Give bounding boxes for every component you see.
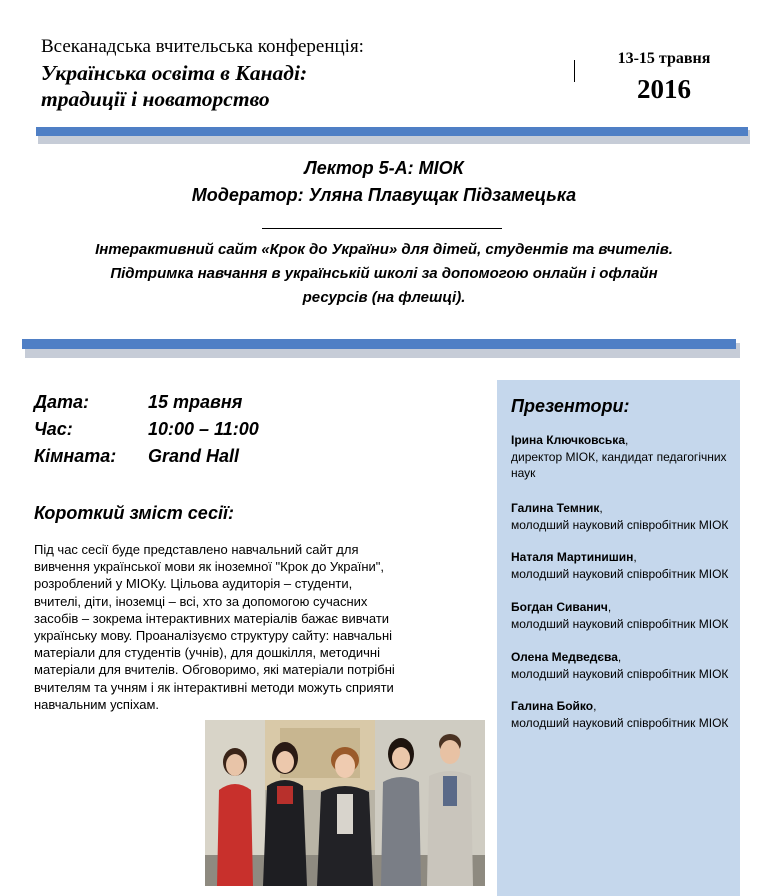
presenter-role: молодший науковий співробітник МІОК <box>511 715 729 730</box>
presenter-role: молодший науковий співробітник МІОК <box>511 616 729 631</box>
presenter-role: молодший науковий співробітник МІОК <box>511 566 729 581</box>
summary-heading: Короткий зміст сесії: <box>34 503 235 523</box>
second-band <box>22 339 736 349</box>
top-band <box>36 127 748 136</box>
presenter-item: Наталя Мартинишин, молодший науковий співробітник МІОК <box>511 550 729 581</box>
presenter-role: молодший науковий співробітник МІОК <box>511 666 729 681</box>
presenter-role: молодший науковий співробітник МІОК <box>511 517 729 532</box>
presenter-name: Олена Медведєва <box>511 650 618 664</box>
presenter-item: Олена Медведєва, молодший науковий співробітник МІОК <box>511 650 729 681</box>
presenter-item: Богдан Сиванич, молодший науковий співробітник МІОК <box>511 600 729 631</box>
time-label: Час: <box>34 419 73 439</box>
desc-line-3: ресурсів (на флешці). <box>302 289 466 306</box>
subtitle-line-1: Українська освіта в Канаді: <box>41 61 308 85</box>
header-divider <box>574 60 575 82</box>
desc-line-1: Інтерактивний сайт «Крок до України» для дітей, студентів та вчителів. <box>95 241 673 258</box>
presenter-item: Галина Бойко, молодший науковий співробітник МІОК <box>511 699 729 730</box>
conference-dates: 13-15 травня <box>617 50 711 67</box>
room-value: Grand Hall <box>148 446 240 466</box>
lector-line: Лектор 5-А: МІОК <box>304 158 464 178</box>
moderator-line: Модератор: Уляна Плавущак Підзамецька <box>191 185 577 205</box>
presenter-name: Богдан Сиванич <box>511 600 608 614</box>
presenter-item: Ірина Ключковська, директор МІОК, кандидат педагогічних наук <box>511 433 727 480</box>
desc-line-2: Підтримка навчання в українській школі за допомогою онлайн і офлайн <box>110 265 658 282</box>
conference-subtitle <box>41 60 481 112</box>
conference-year: 2016 <box>637 74 691 104</box>
group-photo <box>205 720 485 886</box>
time-value: 10:00 – 11:00 <box>148 419 259 439</box>
conference-title: Всеканадська вчительська конференція: <box>41 36 364 57</box>
room-label: Кімната: <box>34 446 117 466</box>
session-description <box>0 238 768 310</box>
date-value: 15 травня <box>148 392 243 412</box>
summary-text: Під час сесії буде представлено навчальний сайт для вивчення української мови як іноземної "Крок до України", розроблений у МІОКу. Цільова аудиторія – студенти, вчителі, діти, іноземці – всі, хто за допомогою сучасних засобів – зокрема інтерактивних матеріалів бажає вивчати українську мову. Проаналізуємо структуру сайту: навчальні матеріали для студентів (учнів), для дошкілля, методичні матеріали для вчителів. Обговоримо, які матеріали потрібні вчителям та учням і як інтерактивні методи можуть сприяти навчальним успіхам. <box>34 542 395 712</box>
presenter-name: Наталя Мартинишин <box>511 550 634 564</box>
presenter-role: директор МІОК, кандидат педагогічних наук <box>511 449 727 480</box>
presenter-name: Галина Темник <box>511 501 600 515</box>
subtitle-line-2: традиції і новаторство <box>41 87 270 111</box>
presenter-name: Ірина Ключковська <box>511 433 625 447</box>
presenter-item: Галина Темник, молодший науковий співробітник МІОК <box>511 501 729 532</box>
presenters-heading: Презентори: <box>511 396 630 416</box>
divider-rule <box>262 228 502 229</box>
presenter-name: Галина Бойко <box>511 699 594 713</box>
date-label: Дата: <box>34 392 90 412</box>
